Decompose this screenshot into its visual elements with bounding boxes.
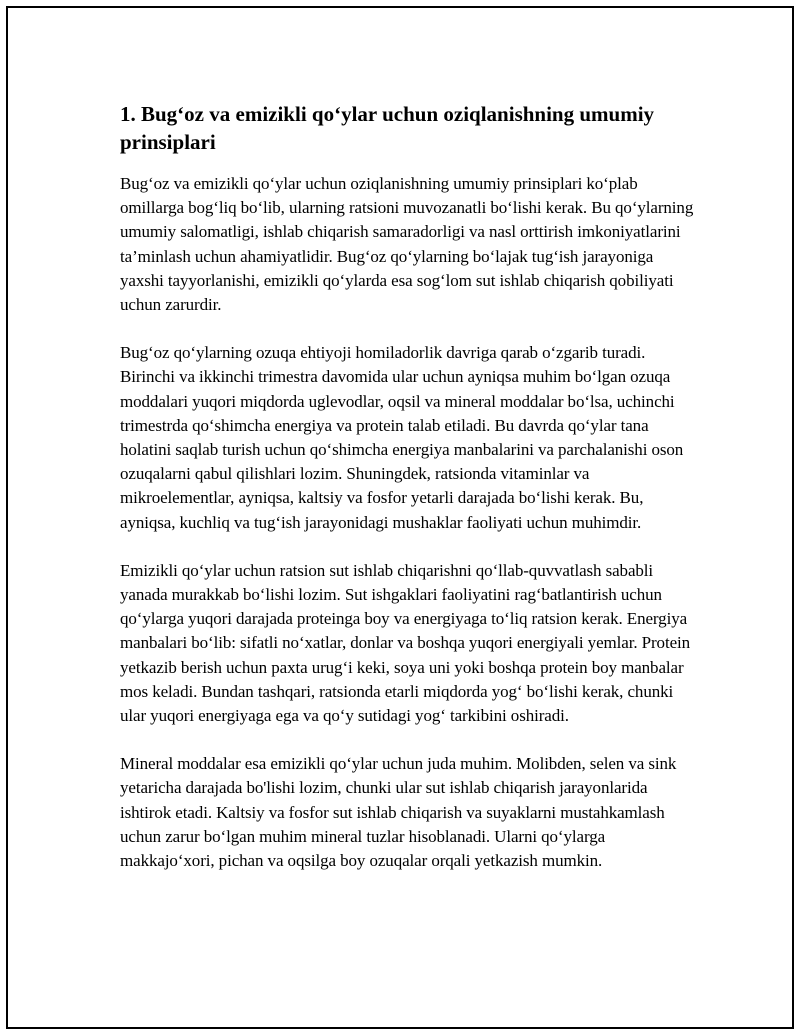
document-body	[120, 98, 700, 897]
paragraph-2: Bug‘oz qo‘ylarning ozuqa ehtiyoji homiladorlik davriga qarab o‘zgarib turadi. Birinchi va ikkinchi trimestra davomida ular uchun ayniqsa muhim bo‘lgan ozuqa moddalari yuqori miqdorda uglevodlar, oqsil va mineral moddalar bo‘lsa, uchinchi trimestrda qo‘shimcha energiya va protein talab etiladi. Bu davrda qo‘ylar tana holatini saqlab turish uchun qo‘shimcha energiya manbalarini va parchalanishi oson ozuqalarni qabul qilishlari lozim. Shuningdek, ratsionda vitaminlar va mikroelementlar, ayniqsa, kaltsiy va fosfor yetarli darajada bo‘lishi kerak. Bu, ayniqsa, kuchliq va tug‘ish jarayonidagi mushaklar faoliyati uchun muhimdir.	[120, 343, 684, 532]
paragraph-1: Bug‘oz va emizikli qo‘ylar uchun oziqlanishning umumiy prinsiplari ko‘plab omillarga bog‘liq bo‘lib, ularning ratsioni muvozanatli bo‘lishi kerak. Bu qo‘ylarning umumiy salomatligi, ishlab chiqarish samaradorligi va nasl orttirish imkoniyatlarini ta’minlash uchun ahamiyatlidir. Bug‘oz qo‘ylarning bo‘lajak tug‘ish jarayoniga yaxshi tayyorlanishi, emizikli qo‘ylarda esa sog‘lom sut ishlab chiqarish qobiliyati uchun zarurdir.	[120, 174, 694, 315]
section-heading: 1. Bug‘oz va emizikli qo‘ylar uchun oziqlanishning umumiy prinsiplari	[120, 102, 655, 154]
paragraph-4: Mineral moddalar esa emizikli qo‘ylar uchun juda muhim. Molibden, selen va sink yetaricha darajada bo'lishi lozim, chunki ular sut ishlab chiqarish jarayonlarida ishtirok etadi. Kaltsiy va fosfor sut ishlab chiqarish va suyaklarni mustahkamlash uchun zarur bo‘lgan muhim mineral tuzlar hisoblanadi. Ularni qo‘ylarga makkajo‘xori, pichan va oqsilga boy ozuqalar orqali yetkazish mumkin.	[120, 754, 677, 871]
paragraph-3: Emizikli qo‘ylar uchun ratsion sut ishlab chiqarishni qo‘llab-quvvatlash sababli yanada murakkab bo‘lishi lozim. Sut ishgaklari faoliyatini rag‘batlantirish uchun qo‘ylarga yuqori darajada proteinga boy va energiyaga to‘liq ratsion kerak. Energiya manbalari bo‘lib: sifatli no‘xatlar, donlar va boshqa yuqori energiyali yemlar. Protein yetkazib berish uchun paxta urug‘i keki, soya uni yoki boshqa protein boy manbalar mos keladi. Bundan tashqari, ratsionda etarli miqdorda yog‘ bo‘lishi kerak, chunki ular yuqori energiyaga ega va qo‘y sutidagi yog‘ tarkibini oshiradi.	[120, 560, 691, 726]
page-border	[6, 6, 794, 1029]
